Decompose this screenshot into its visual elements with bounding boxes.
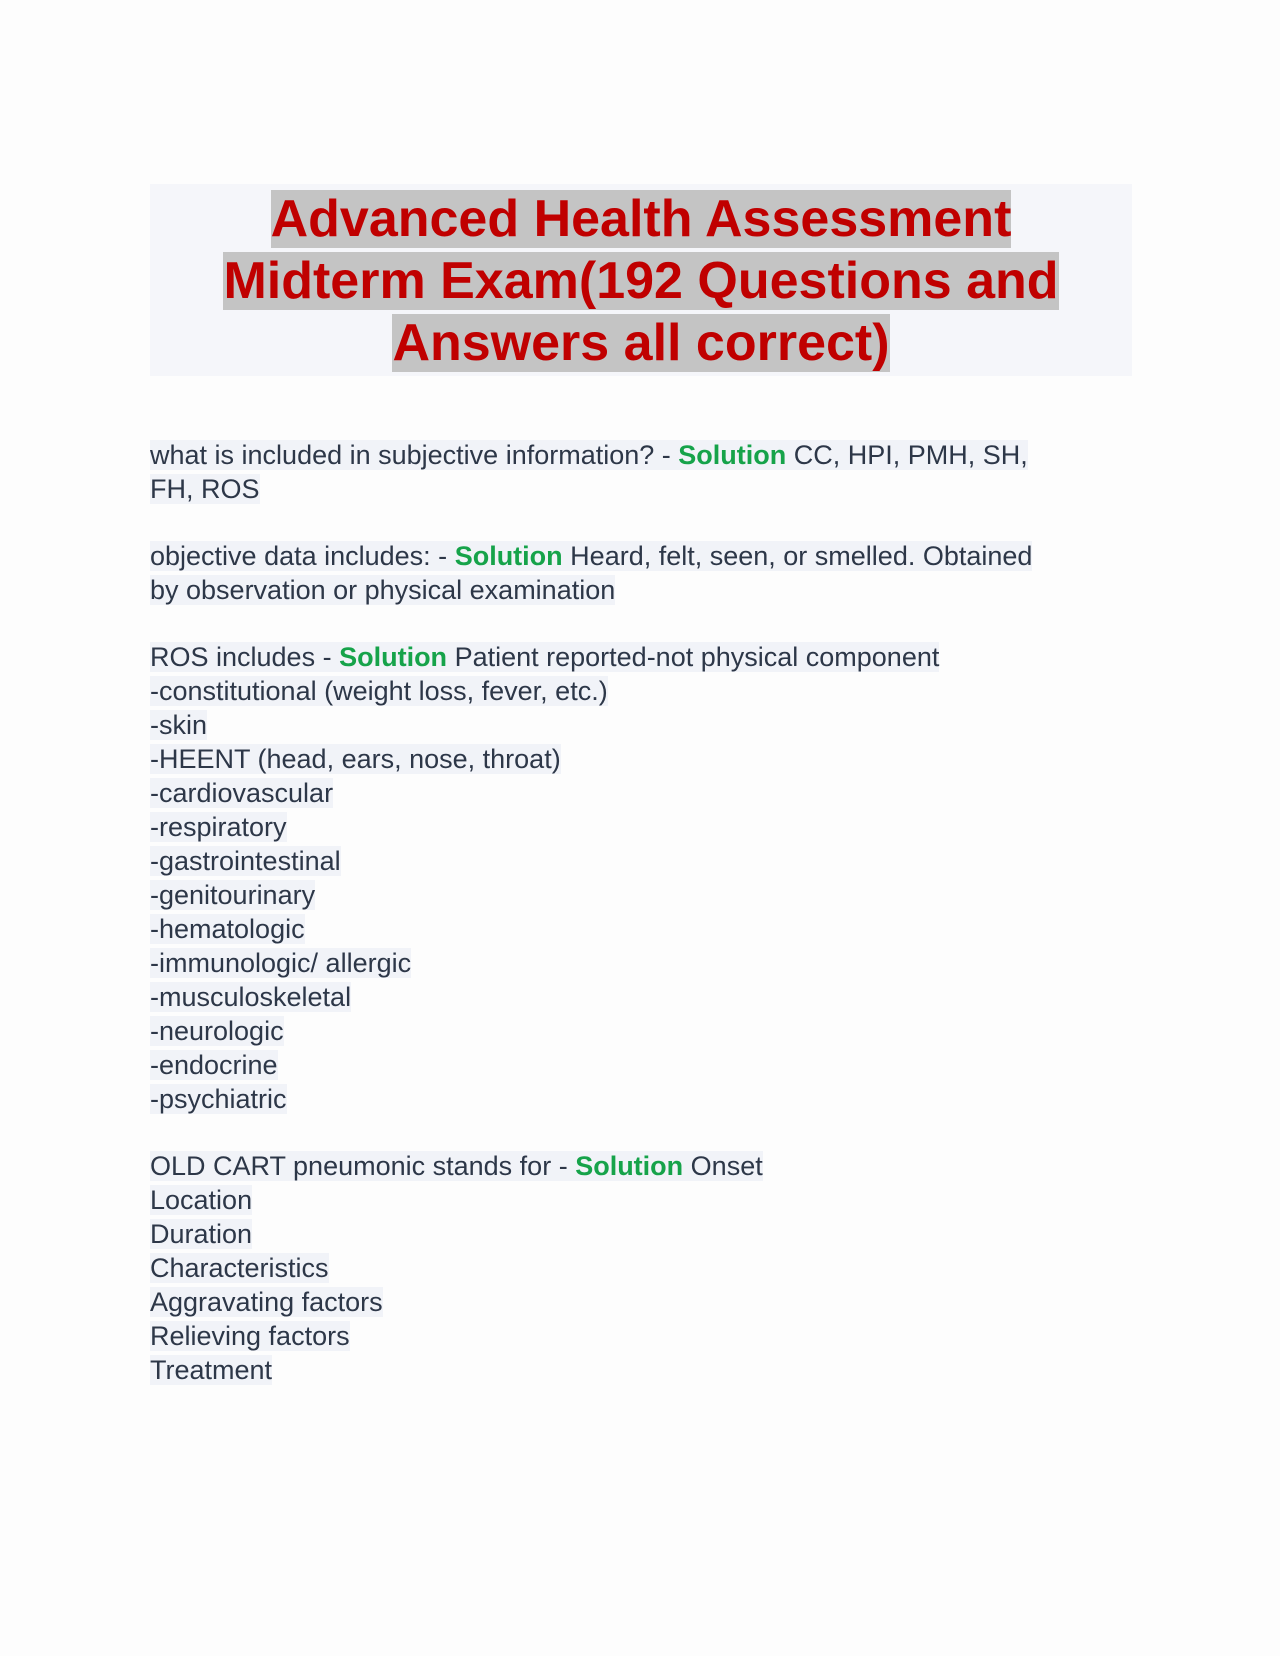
answer-line: -gastrointestinal	[150, 846, 341, 876]
title-line: Midterm Exam(192 Questions and	[223, 252, 1059, 310]
answer-line: Location	[150, 1185, 253, 1215]
question-text: OLD CART pneumonic stands for -	[150, 1151, 576, 1181]
answer-line: -skin	[150, 710, 208, 740]
answer-line: Relieving factors	[150, 1321, 350, 1351]
document-page	[150, 184, 1132, 1420]
solution-label: Solution	[339, 642, 448, 672]
qa-item	[150, 438, 1132, 506]
answer-text: Onset	[683, 1151, 763, 1181]
answer-line: -immunologic/ allergic	[150, 948, 412, 978]
answer-line: Duration	[150, 1219, 253, 1249]
question-text: what is included in subjective information? -	[150, 440, 679, 470]
qa-first-line	[150, 438, 1132, 472]
question-text: objective data includes: -	[150, 541, 455, 571]
answer-line: -constitutional (weight loss, fever, etc.)	[150, 676, 608, 706]
answer-line: -psychiatric	[150, 1084, 287, 1114]
solution-label: Solution	[454, 541, 563, 571]
question-text: ROS includes -	[150, 642, 340, 672]
solution-label: Solution	[678, 440, 787, 470]
answer-line: -cardiovascular	[150, 778, 334, 808]
answer-text: CC, HPI, PMH, SH,	[786, 440, 1028, 470]
solution-label: Solution	[575, 1151, 684, 1181]
qa-item	[150, 1149, 1132, 1387]
answer-line: -musculoskeletal	[150, 982, 352, 1012]
title-line: Advanced Health Assessment	[270, 190, 1012, 248]
answer-line: -endocrine	[150, 1050, 278, 1080]
qa-item	[150, 640, 1132, 1116]
title-line: Answers all correct)	[392, 314, 890, 372]
qa-list	[150, 438, 1132, 1387]
document-title	[150, 184, 1132, 376]
answer-line: Treatment	[150, 1355, 273, 1385]
answer-line: -HEENT (head, ears, nose, throat)	[150, 744, 561, 774]
qa-first-line	[150, 539, 1132, 573]
answer-line: -hematologic	[150, 914, 305, 944]
answer-line: Aggravating factors	[150, 1287, 383, 1317]
answer-line: by observation or physical examination	[150, 575, 616, 605]
answer-text: Heard, felt, seen, or smelled. Obtained	[562, 541, 1033, 571]
answer-line: -neurologic	[150, 1016, 284, 1046]
qa-first-line	[150, 640, 1132, 674]
answer-text: Patient reported-not physical component	[447, 642, 940, 672]
answer-line: -genitourinary	[150, 880, 316, 910]
qa-first-line	[150, 1149, 1132, 1183]
answer-line: FH, ROS	[150, 474, 260, 504]
qa-item	[150, 539, 1132, 607]
answer-line: -respiratory	[150, 812, 287, 842]
answer-line: Characteristics	[150, 1253, 329, 1283]
